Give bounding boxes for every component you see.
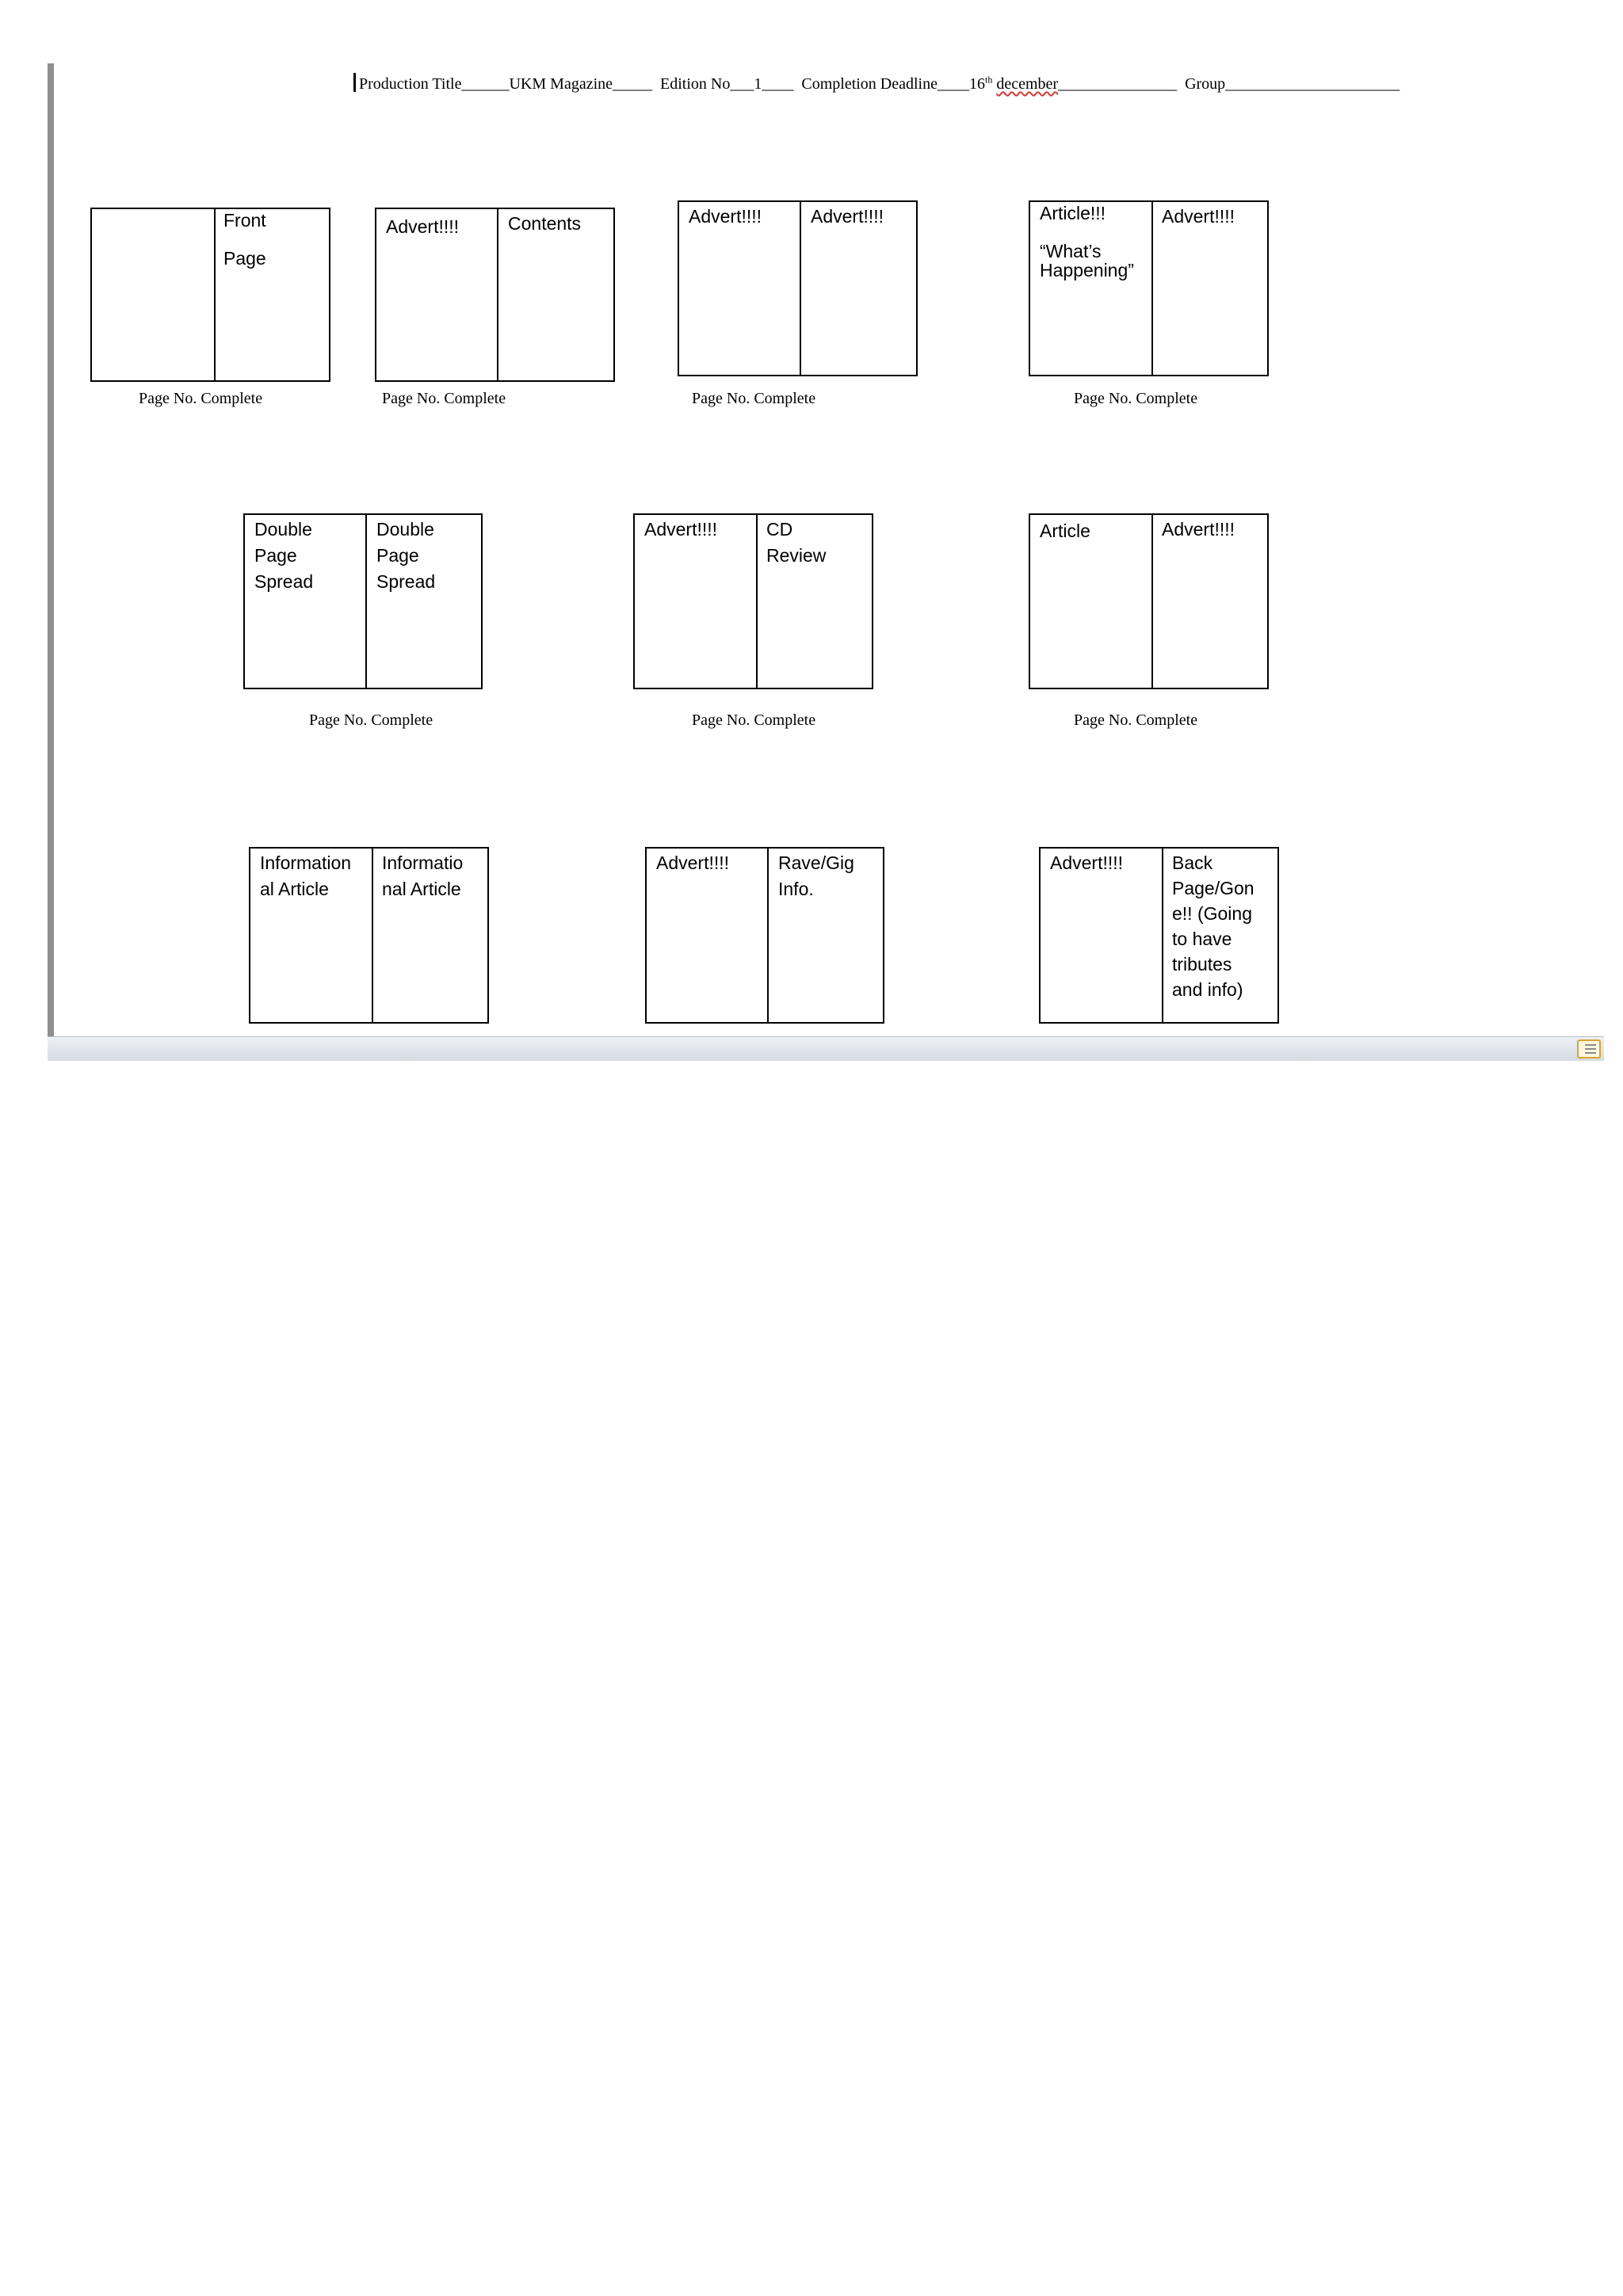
fold-line bbox=[767, 849, 769, 1022]
deadline-day: 16 bbox=[969, 75, 985, 93]
spread-7-right: Advert!!!! bbox=[1162, 519, 1235, 540]
fold-line bbox=[1151, 202, 1153, 375]
page-label-7: Page No. Complete bbox=[1074, 711, 1198, 729]
spread-5-left: Double Page Spread bbox=[254, 519, 314, 592]
spread-9-right: Rave/Gig Info. bbox=[778, 852, 854, 899]
fold-line bbox=[800, 202, 801, 375]
spread-6-left: Advert!!!! bbox=[644, 519, 718, 540]
spread-8-left: Information al Article bbox=[260, 852, 352, 899]
spread-2-right: Contents bbox=[508, 213, 582, 234]
deadline-month: december bbox=[996, 75, 1059, 93]
spread-7-left: Article bbox=[1040, 521, 1090, 541]
header-line: Production Title______UKM Magazine_____ Edition No___1____ Completion Deadline____16th december_______________ Group______________________ bbox=[353, 73, 1400, 93]
spread-8 bbox=[249, 847, 489, 1024]
text-cursor bbox=[353, 73, 356, 92]
spread-9 bbox=[645, 847, 884, 1024]
status-bar bbox=[48, 1036, 1604, 1061]
print-layout-view-icon[interactable] bbox=[1577, 1039, 1601, 1058]
deadline-suffix: th bbox=[985, 74, 993, 86]
edition-label: Edition No bbox=[660, 75, 731, 93]
spread-3 bbox=[678, 200, 918, 376]
fold-line bbox=[214, 209, 216, 380]
spread-8-right: Informatio nal Article bbox=[382, 852, 464, 899]
spread-4 bbox=[1029, 200, 1269, 376]
spread-6 bbox=[633, 513, 873, 689]
spread-6-right: CD Review bbox=[766, 519, 827, 566]
spread-10-right: Back Page/Gon e!! (Going to have tributes and info) bbox=[1172, 852, 1254, 1000]
spread-9-left: Advert!!!! bbox=[656, 852, 730, 873]
page-label-6: Page No. Complete bbox=[692, 711, 816, 729]
spread-2 bbox=[375, 208, 615, 382]
spread-3-left: Advert!!!! bbox=[689, 206, 762, 227]
fold-line bbox=[497, 209, 498, 380]
page-label-2: Page No. Complete bbox=[382, 390, 506, 407]
spread-10-left: Advert!!!! bbox=[1050, 852, 1124, 873]
spread-5-right: Double Page Spread bbox=[376, 519, 436, 592]
fold-line bbox=[1151, 515, 1153, 688]
spread-4-right: Advert!!!! bbox=[1162, 206, 1235, 227]
page-label-1: Page No. Complete bbox=[139, 390, 263, 407]
spread-5 bbox=[243, 513, 483, 689]
spread-1 bbox=[90, 208, 330, 382]
left-margin-ruler bbox=[48, 63, 54, 1038]
spread-7 bbox=[1029, 513, 1269, 689]
edition-value: 1 bbox=[754, 75, 762, 93]
fold-line bbox=[756, 515, 758, 688]
spread-1-right: Front Page bbox=[223, 210, 266, 269]
page-label-5: Page No. Complete bbox=[309, 711, 433, 729]
production-title-label: Production Title bbox=[359, 75, 462, 93]
page-label-3: Page No. Complete bbox=[692, 390, 816, 407]
page-label-4: Page No. Complete bbox=[1074, 390, 1198, 407]
production-title-value: UKM Magazine bbox=[509, 75, 613, 93]
spread-2-left: Advert!!!! bbox=[386, 216, 460, 237]
fold-line bbox=[365, 515, 367, 688]
group-label: Group bbox=[1185, 75, 1226, 93]
fold-line bbox=[372, 849, 373, 1022]
fold-line bbox=[1162, 849, 1163, 1022]
spread-4-left: Article!!! “What’s Happening” bbox=[1040, 203, 1134, 280]
spread-3-right: Advert!!!! bbox=[811, 206, 884, 227]
deadline-label: Completion Deadline bbox=[801, 75, 938, 93]
spread-10 bbox=[1039, 847, 1279, 1024]
